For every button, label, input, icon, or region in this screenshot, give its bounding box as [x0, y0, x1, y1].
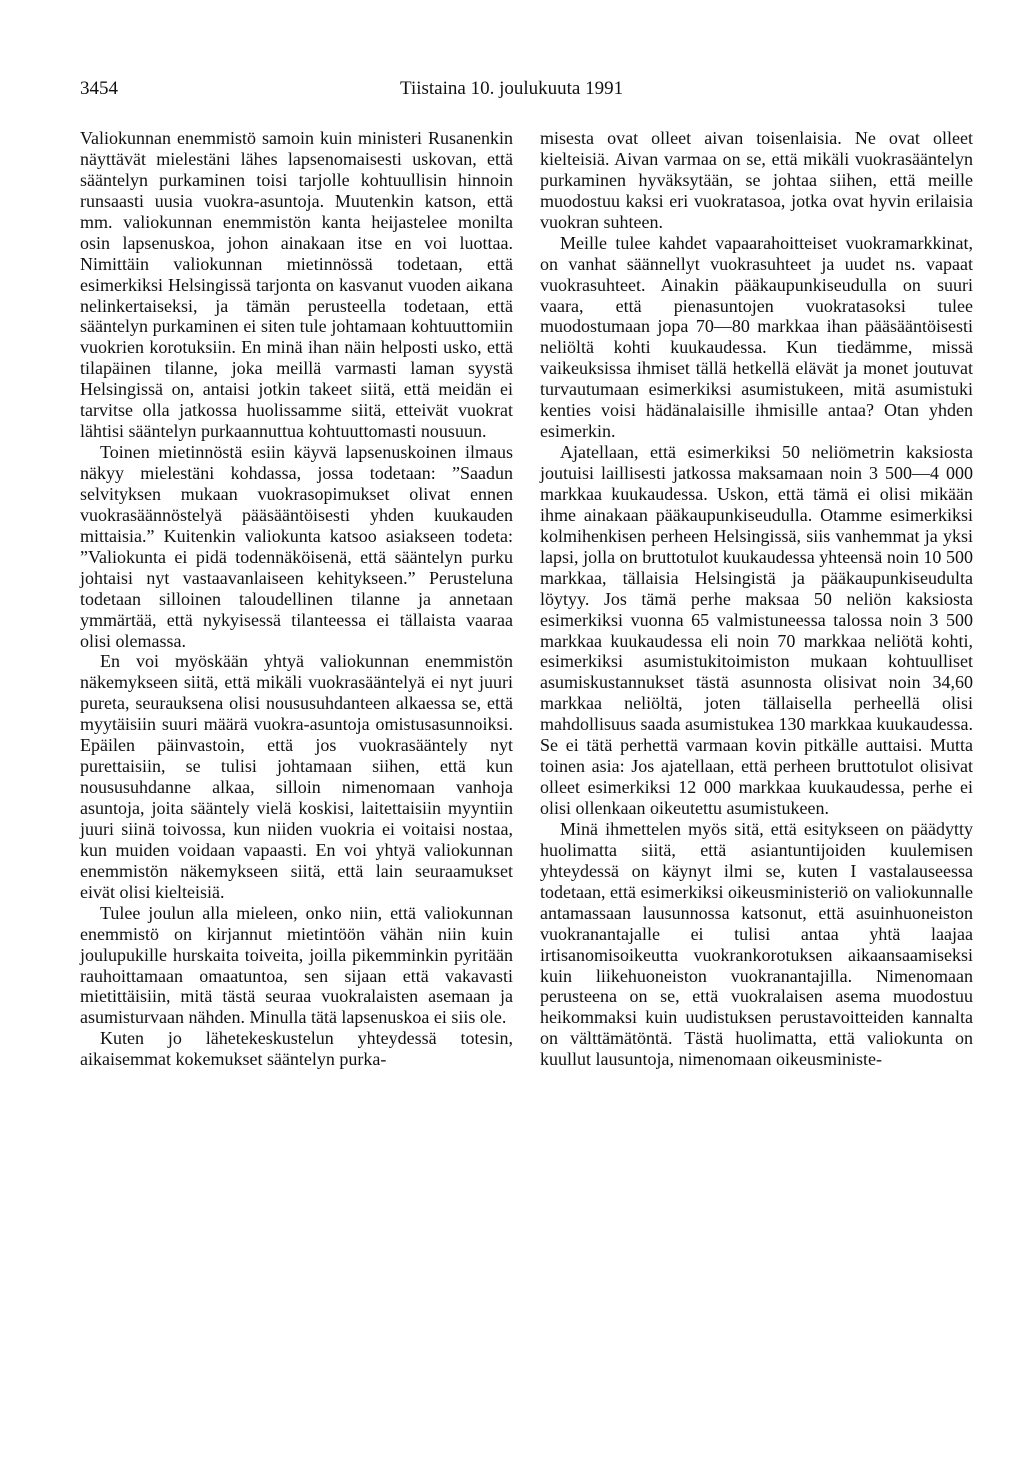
paragraph: Kuten jo lähetekeskustelun yhteydessä totesin, aikaisemmat kokemukset sääntelyn purka- [80, 1028, 513, 1070]
paragraph: Ajatellaan, että esimerkiksi 50 neliömetrin kaksiosta joutuisi laillisesti jatkossa maksamaan noin 3 500—4 000 markkaa kuukaudessa. Uskon, että tämä ei olisi mikään ihme ainakaan pääkaupunkiseudulla. Otamme esimerkiksi kolmihenkisen perheen Helsingissä, siis vanhemmat ja yksi lapsi, jolla on bruttotulot kuukaudessa yhteensä noin 10 500 markkaa, tällaisia Helsingistä ja pääkaupunkiseudulta löytyy. Jos tämä perhe maksaa 50 neliön kaksiosta esimerkiksi vuonna 65 valmistuneessa talossa noin 3 500 markkaa kuukaudessa eli noin 70 markkaa neliötä kohti, esimerkiksi asumistukitoimiston mukaan kohtuulliset asumiskustannukset tästä asunnosta olisivat noin 34,60 markkaa neliöltä, joten tällaisella perheellä olisi mahdollisuus saada asumistukea 130 markkaa kuukaudessa. Se ei tätä perhettä varmaan kovin pitkälle auttaisi. Mutta toinen asia: Jos ajatellaan, että perheen bruttotulot olisivat olleet esimerkiksi 12 000 markkaa kuukaudessa, perhe ei olisi ollenkaan oikeutettu asumistukeen. [540, 442, 973, 818]
page-header [80, 78, 980, 102]
page-date: Tiistaina 10. joulukuuta 1991 [400, 78, 624, 99]
right-column [540, 128, 973, 1070]
paragraph: En voi myöskään yhtyä valiokunnan enemmistön näkemykseen siitä, että mikäli vuokrasääntelyä ei nyt juuri pureta, seurauksena olisi noususuhdanteen alkaessa se, että myytäisiin suuri määrä vuokra-asuntoja omistusasunnoiksi. Epäilen päinvastoin, että jos vuokrasääntely nyt purettaisiin, se tulisi johtamaan siihen, että kun noususuhdanne alkaa, silloin nimenomaan vanhoja asuntoja, joita sääntely vielä koskisi, laitettaisiin myyntiin juuri siinä toivossa, kun niiden vuokria ei voitaisi nostaa, kun muiden voidaan vapaasti. En voi yhtyä valiokunnan enemmistön näkemykseen siitä, että lain seuraamukset eivät olisi kielteisiä. [80, 651, 513, 902]
paragraph: misesta ovat olleet aivan toisenlaisia. Ne ovat olleet kielteisiä. Aivan varmaa on se, että mikäli vuokrasääntelyn purkaminen hyväksytään, se johtaa siihen, että meille muodostuu kaksi eri vuokratasoa, jotka ovat hyvin erilaisia vuokran suhteen. [540, 128, 973, 232]
paragraph: Meille tulee kahdet vapaarahoitteiset vuokramarkkinat, on vanhat säännellyt vuokrasuhteet ja uudet ns. vapaat vuokrasuhteet. Ainakin pääkaupunkiseudulla on suuri vaara, että pienasuntojen vuokratasoksi tulee muodostumaan jopa 70—80 markkaa ihan pääsääntöisesti neliöltä kohti kuukaudessa. Kun tiedämme, missä vaikeuksissa ihmiset tällä hetkellä elävät ja monet joutuvat turvautumaan esimerkiksi asumistukeen, mitä asumistuki kenties voisi hädänalaisille ihmisille antaa? Otan yhden esimerkin. [540, 232, 973, 442]
paragraph: Toinen mietinnöstä esiin käyvä lapsenuskoinen ilmaus näkyy mielestäni kohdassa, jossa todetaan: ”Saadun selvityksen mukaan vuokrasopimukset olivat ennen vuokrasäännöstelyä pääsääntöisesti yhden kuukauden mittaisia.” Kuitenkin valiokunta katsoo asiakseen todeta: ”Valiokunta ei pidä todennäköisenä, että sääntelyn purku johtaisi nyt vastaavanlaiseen kehitykseen.” Perusteluna todetaan silloinen taloudellinen tilanne ja annetaan ymmärtää, että nykyisessä tilanteessa ei tällaista vaaraa olisi olemassa. [80, 442, 513, 651]
paragraph: Minä ihmettelen myös sitä, että esitykseen on päädytty huolimatta siitä, että asiantuntijoiden kuulemisen yhteydessä on käynyt ilmi se, kuten I vastalauseessa todetaan, että esimerkiksi oikeusministeriö on valiokunnalle antamassaan lausunnossa katsonut, että asuinhuoneiston vuokranantajalle ei tulisi antaa yhtä laajaa irtisanomisoikeutta vuokrankorotuksen aikaansaamiseksi kuin liikehuoneiston vuokranantajilla. Nimenomaan perusteena on se, että vuokralaisen asema muodostuu heikommaksi kuin uudistuksen perustavoitteiden kannalta on välttämätöntä. Tästä huolimatta, että valiokunta on kuullut lausuntoja, nimenomaan oikeusministe- [540, 818, 973, 1070]
paragraph: Tulee joulun alla mieleen, onko niin, että valiokunnan enemmistö on kirjannut mietintöön vähän niin kuin joulupukille hurskaita toiveita, joilla pikemminkin pyritään rauhoittamaan omaatuntoa, sen sijaan että vakavasti mietittäisiin, mitä tästä seuraa vuokralaisten asemaan ja asumisturvaan nähden. Minulla tätä lapsenuskoa ei siis ole. [80, 902, 513, 1028]
left-column [80, 128, 513, 1070]
paragraph: Valiokunnan enemmistö samoin kuin ministeri Rusanenkin näyttävät mielestäni lähes lapsenomaisesti uskovan, että sääntelyn purkaminen toisi tarjolle kohtuullisin hinnoin runsaasti uusia vuokra-asuntoja. Muutenkin katson, että mm. valiokunnan enemmistön kanta heijastelee monilta osin lapsenuskoa, johon ainakaan itse en voi luottaa. Nimittäin valiokunnan mietinnössä todetaan, että esimerkiksi Helsingissä tarjonta on kasvanut vuoden aikana nelinkertaiseksi, ja tämän perusteella todetaan, että sääntelyn purkaminen ei siten tule johtamaan kohtuuttomiin vuokrien korotuksiin. En minä ihan näin helposti usko, että tilapäinen tilanne, joka meillä varmasti laman syystä Helsingissä on, antaisi jotkin takeet siitä, että meidän ei tarvitse olla jatkossa huolissamme siitä, etteivät vuokrat lähtisi sääntelyn purkaannuttua kohtuuttomasti nousuun. [80, 128, 513, 442]
page-number: 3454 [80, 78, 118, 99]
